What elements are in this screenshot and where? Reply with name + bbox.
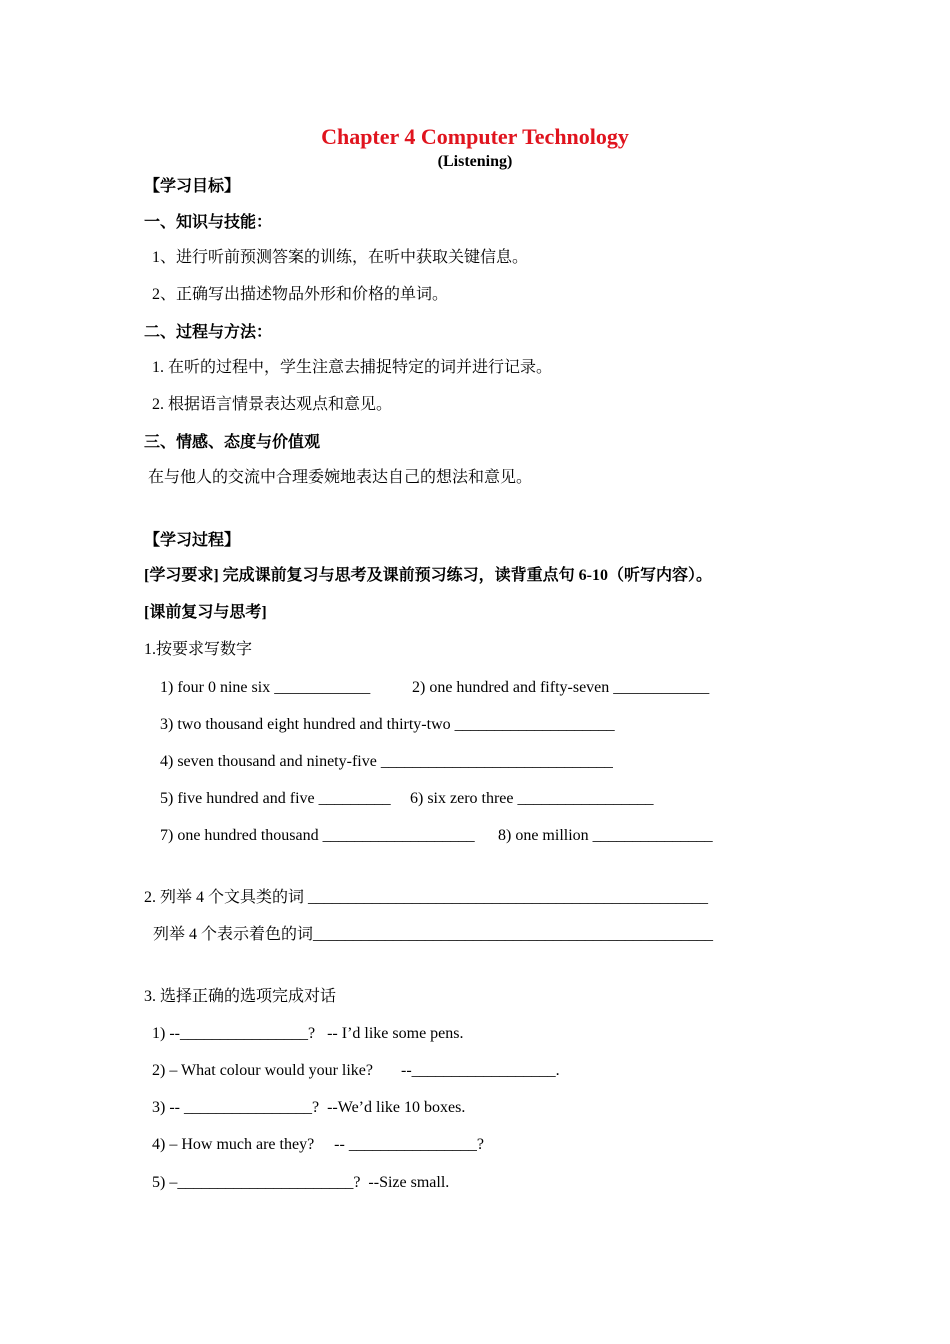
page-title: Chapter 4 Computer Technology [321,124,629,149]
question-1-heading: 1.按要求写数字 [144,641,253,658]
section-3-heading: 三、情感、态度与价值观 [144,434,321,451]
question-1-item: 1) four 0 nine six ____________ [160,679,371,696]
question-1-item: 7) one hundred thousand ___________________ [160,827,475,844]
page-subtitle: (Listening) [437,153,513,170]
objectives-heading: 【学习目标】 [144,178,241,195]
question-1-item: 8) one million _______________ [498,827,713,844]
section-1-item: 1、进行听前预测答案的训练，在听中获取关键信息。 [152,249,529,266]
question-3-heading: 3. 选择正确的选项完成对话 [144,988,337,1005]
question-1-item: 6) six zero three _________________ [410,790,654,807]
section-2-item: 2. 根据语言情景表达观点和意见。 [152,396,393,413]
question-3-item: 4) – How much are they? -- ________________? [152,1136,484,1153]
section-3-text: 在与他人的交流中合理委婉地表达自己的想法和意见。 [148,469,533,486]
question-3-item: 2) – What colour would your like? --__________________. [152,1062,560,1079]
section-1-heading: 一、知识与技能： [144,214,273,231]
question-2-line: 2. 列举 4 个文具类的词 __________________________________________________ [144,889,709,906]
section-1-item: 2、正确写出描述物品外形和价格的单词。 [152,286,449,303]
question-1-item: 2) one hundred and fifty-seven ____________ [412,679,710,696]
question-3-item: 1) --________________? -- I’d like some pens. [152,1025,464,1042]
process-heading: 【学习过程】 [144,532,241,549]
question-1-item: 5) five hundred and five _________ [160,790,391,807]
review-heading: [课前复习与思考] [144,604,267,621]
question-3-item: 5) –______________________? --Size small. [152,1174,450,1191]
question-2-line: 列举 4 个表示着色的词__________________________________________________ [153,926,714,943]
question-3-item: 3) -- ________________? --We’d like 10 boxes. [152,1099,466,1116]
section-2-heading: 二、过程与方法： [144,324,273,341]
question-1-item: 3) two thousand eight hundred and thirty-two ____________________ [160,716,615,733]
question-1-item: 4) seven thousand and ninety-five _____________________________ [160,753,613,770]
section-2-item: 1. 在听的过程中，学生注意去捕捉特定的词并进行记录。 [152,359,553,376]
study-requirement: [学习要求] 完成课前复习与思考及课前预习练习，读背重点句 6-10（听写内容）。 [144,567,712,584]
